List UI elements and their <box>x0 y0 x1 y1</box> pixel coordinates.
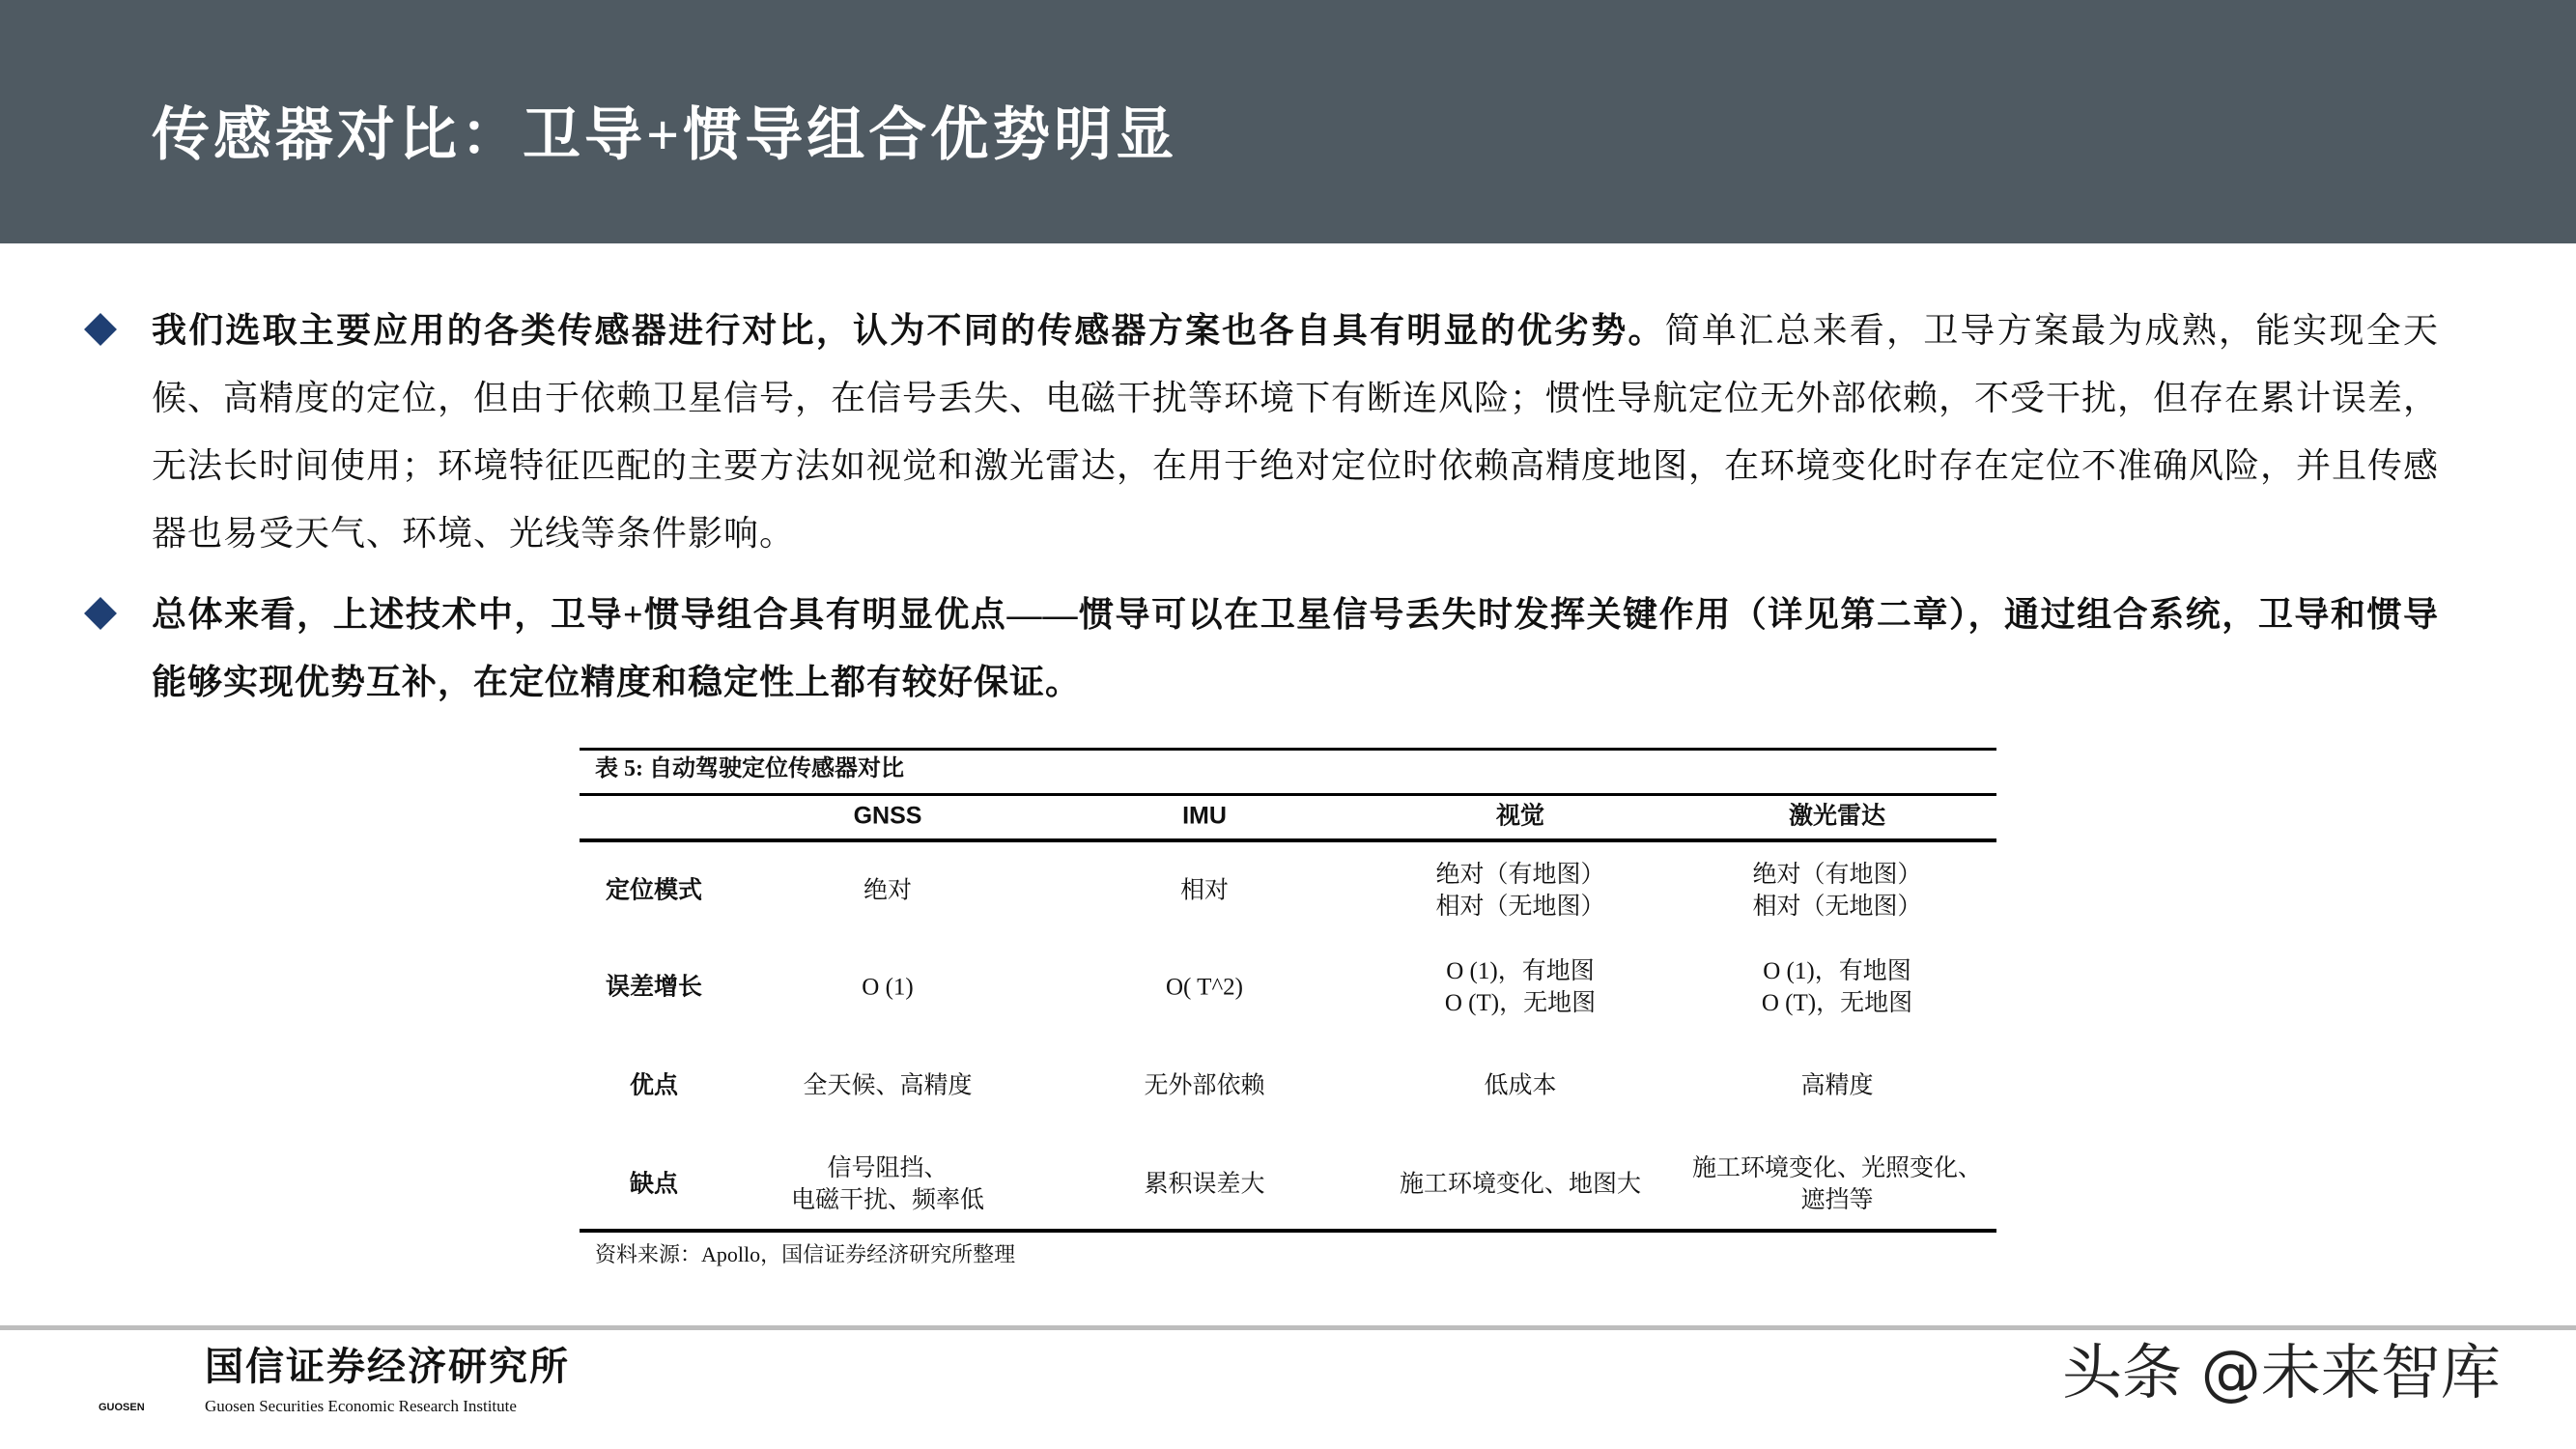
cell-line: 低成本 <box>1484 1072 1557 1099</box>
table-cell <box>803 1070 972 1102</box>
table-cell <box>1692 1152 1982 1216</box>
cell-line: 遮挡等 <box>1800 1187 1874 1213</box>
table-bottom-rule <box>580 1229 1996 1233</box>
table-cell <box>1800 1070 1873 1102</box>
column-header: 激光雷达 <box>1788 802 1886 830</box>
cell-line: 相对（无地图） <box>1752 894 1922 920</box>
cell-line: O (1)，有地图 <box>1763 958 1911 984</box>
table-cell <box>1752 859 1921 923</box>
cell-line: 施工环境变化、光照变化、 <box>1691 1155 1983 1181</box>
cell-line: 绝对（有地图） <box>1752 862 1922 888</box>
table-source: 资料来源：Apollo，国信证券经济研究所整理 <box>595 1242 1016 1266</box>
header-bar <box>0 0 2576 243</box>
diamond-bullet-icon <box>84 313 117 346</box>
watermark: 头条 @未来智库 <box>2062 1337 2501 1407</box>
row-label: 误差增长 <box>605 974 703 1001</box>
table-cell <box>862 972 913 1004</box>
table-caption: 表 5: 自动驾驶定位传感器对比 <box>595 756 904 781</box>
table-cell <box>1445 955 1596 1019</box>
cell-line: O (1) <box>862 974 914 1001</box>
table-cell <box>1400 1169 1641 1201</box>
cell-line: 绝对（有地图） <box>1435 862 1605 888</box>
table-cell <box>1144 1169 1264 1201</box>
cell-line: O (T)，无地图 <box>1444 990 1597 1016</box>
table-cell <box>791 1152 984 1216</box>
logo-english-name: Guosen Securities Economic Research Institute <box>205 1397 517 1415</box>
cell-line: 电磁干扰、频率低 <box>790 1187 985 1213</box>
table-cell <box>1180 875 1229 907</box>
cell-line: O (T)，无地图 <box>1761 990 1913 1016</box>
table-cell <box>1166 972 1243 1004</box>
footer-divider <box>0 1325 2576 1330</box>
logo-chinese-name: 国信证券经济研究所 <box>205 1345 570 1388</box>
table-cell <box>863 875 912 907</box>
bullet-paragraph-2 <box>89 581 2439 716</box>
cell-line: 高精度 <box>1800 1072 1874 1099</box>
cell-line: O( T^2) <box>1165 974 1244 1001</box>
bullet-1-text: 简单汇总来看，卫导方案最为成熟，能实现全天候、高精度的定位，但由于依赖卫星信号，在信号丢失、电磁干扰等环境下有断连风险；惯性导航定位无外部依赖，不受干扰，但存在累计误差，无法长时间使用；环境特征匹配的主要方法如视觉和激光雷达，在用于绝对定位时依赖高精度地图，在环境变化时存在定位不准确风险，并且传感器也易受天气、环境、光线等条件影响。 <box>152 311 2440 553</box>
table-cell <box>1144 1070 1264 1102</box>
bullet-1-bold: 我们选取主要应用的各类传感器进行对比，认为不同的传感器方案也各自具有明显的优劣势。 <box>152 311 1665 350</box>
column-header: 视觉 <box>1495 802 1545 830</box>
page-title: 传感器对比：卫导+惯导组合优势明显 <box>152 103 1178 167</box>
cell-line: 相对 <box>1179 877 1230 904</box>
table-header-rule <box>580 838 1996 842</box>
bullet-paragraph-1 <box>89 297 2439 567</box>
bullet-2-bold: 总体来看，上述技术中，卫导+惯导组合具有明显优点——惯导可以在卫星信号丢失时发挥关键作用（详见第二章），通过组合系统，卫导和惯导能够实现优势互补，在定位精度和稳定性上都有较好保证。 <box>152 595 2439 701</box>
cell-line: 累积误差大 <box>1144 1171 1265 1198</box>
table-cell <box>1484 1070 1556 1102</box>
cell-line: 无外部依赖 <box>1144 1072 1265 1099</box>
row-label: 缺点 <box>629 1171 679 1198</box>
guosen-logo <box>91 1345 632 1422</box>
cell-line: 信号阻挡、 <box>827 1155 948 1181</box>
row-label: 定位模式 <box>605 877 703 904</box>
diamond-bullet-icon <box>84 597 117 630</box>
cell-line: 全天候、高精度 <box>803 1072 973 1099</box>
column-header: IMU <box>1182 802 1227 830</box>
cell-line: 绝对 <box>863 877 913 904</box>
table-cell <box>1435 859 1604 923</box>
table-caption-rule <box>580 793 1996 796</box>
cell-line: O (1)，有地图 <box>1446 958 1595 984</box>
column-header: GNSS <box>853 802 922 830</box>
bullet-list <box>89 297 2439 729</box>
cell-line: 施工环境变化、地图大 <box>1399 1171 1642 1198</box>
row-label: 优点 <box>629 1072 679 1099</box>
table-cell <box>1762 955 1912 1019</box>
logo-mark: GUOSEN <box>99 1402 145 1413</box>
table-top-rule <box>580 748 1996 751</box>
cell-line: 相对（无地图） <box>1435 894 1605 920</box>
